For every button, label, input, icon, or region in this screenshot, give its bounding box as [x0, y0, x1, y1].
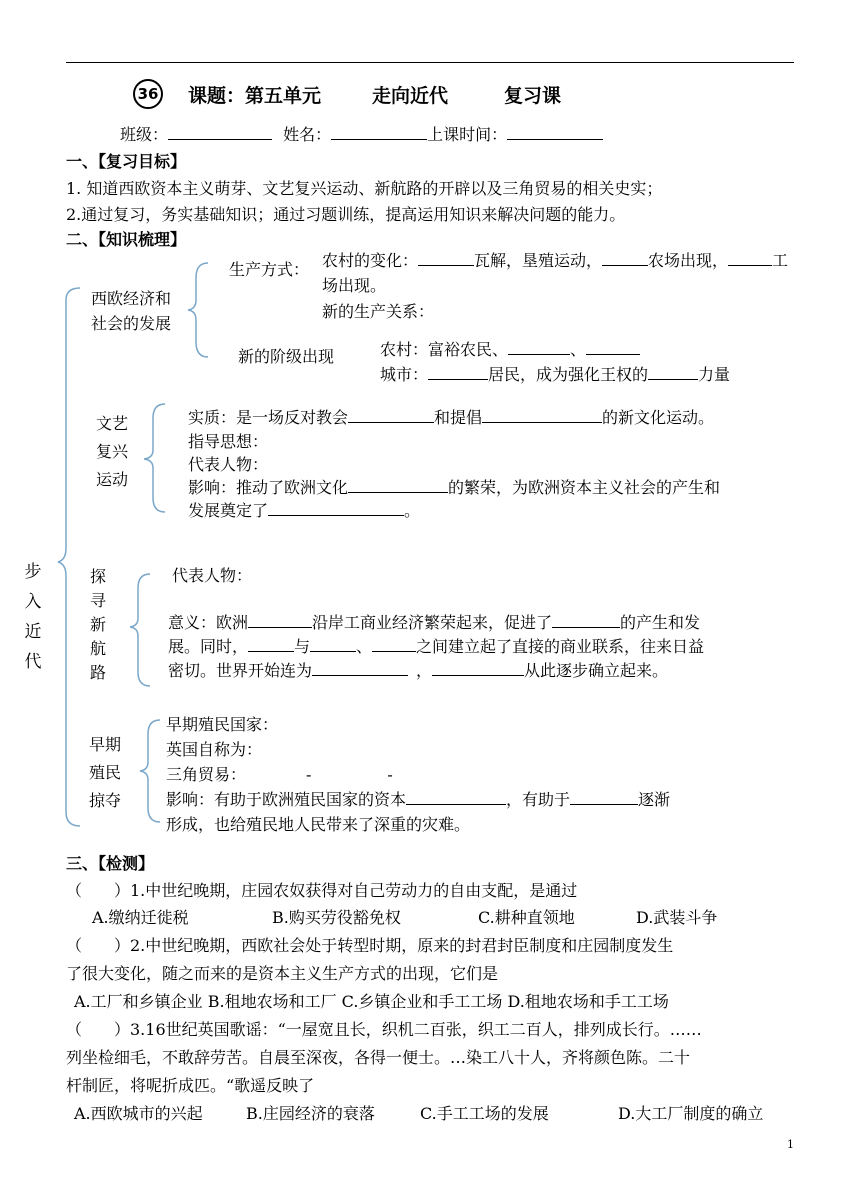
triangle-trade [166, 762, 393, 785]
colonial-countries: 早期殖民国家： [166, 715, 279, 734]
question-2-line-2: 了很大变化，随之而来的是资本主义生产方式的出现，它们是 [66, 964, 499, 983]
branch4-label [89, 731, 121, 815]
blank[interactable] [248, 637, 294, 652]
blank[interactable] [602, 251, 648, 266]
name-label: 姓名： [283, 125, 332, 144]
colonial-impact-text: 影响：有助于欧洲殖民国家的资本 [166, 790, 407, 809]
title-part-3: 复习课 [504, 85, 562, 107]
meaning-text-10: 从此逐步确立起来。 [524, 661, 669, 680]
triangle-dash-1: - [306, 765, 312, 784]
question-3-option-d[interactable]: D.大工厂制度的确立 [618, 1104, 764, 1123]
renaissance-people: 代表人物： [188, 455, 269, 474]
colonial-impact-text-3: 逐渐 [638, 790, 671, 809]
england-title: 英国自称为： [166, 740, 263, 759]
colonial-impact-text-2: ，有助于 [506, 790, 571, 809]
branch4-label-2: 殖民 [89, 763, 122, 782]
blank[interactable] [428, 365, 488, 380]
blank[interactable] [268, 501, 404, 516]
goal-2: 2.通过复习，务实基础知识；通过习题训练，提高运用知识来解决问题的能力。 [66, 205, 626, 224]
blank[interactable] [372, 637, 416, 652]
branch3-char-4: 航 [90, 639, 107, 658]
blank[interactable] [348, 478, 448, 493]
village-change-text-4: 工 [772, 251, 789, 270]
blank[interactable] [348, 408, 434, 423]
question-3-line-2: 列坐检细毛，不敢辞劳苦。自晨至深夜，各得一便士。…染工八十人，齐将颜色陈。二十 [66, 1048, 691, 1067]
blank[interactable] [586, 340, 640, 355]
village-class-line [380, 337, 640, 360]
meaning-text-3: 的产生和发 [620, 613, 701, 632]
blank[interactable] [248, 613, 312, 628]
meaning-text-2: 沿岸工商业经济繁荣起来，促进了 [312, 613, 553, 632]
root-char-3: 近 [24, 622, 42, 642]
question-2-options[interactable]: A.工厂和乡镇企业 B.租地农场和工厂 C.乡镇企业和手工工场 D.租地农场和手工工场 [74, 992, 669, 1011]
time-label: 上课时间： [427, 125, 508, 144]
branch4-label-1: 早期 [89, 735, 122, 754]
colonial-impact [166, 787, 670, 810]
question-3-line-3: 杆制匠，将呢折成匹。“歌遥反映了 [66, 1076, 315, 1095]
root-label [22, 557, 44, 677]
village-change-line-2: 场出现。 [322, 276, 387, 295]
village-change-text-3: 农场出现， [648, 251, 729, 270]
blank[interactable] [552, 613, 620, 628]
impact-text-4: 。 [404, 501, 421, 520]
village-change-text-2: 瓦解，垦殖运动， [474, 251, 603, 270]
question-1-option-a[interactable]: A.缴纳迁徙税 [92, 908, 189, 927]
section1-heading: 一、【复习目标】 [66, 152, 187, 171]
meaning-text-6: 、 [356, 637, 373, 656]
blank[interactable] [508, 340, 570, 355]
colonial-impact-2: 形成，也给殖民地人民带来了深重的灾难。 [166, 815, 471, 834]
meaning-text-9: ， [416, 661, 433, 680]
blank[interactable] [432, 661, 524, 676]
section2-heading: 二、【知识梳理】 [66, 230, 187, 249]
city-class-text: 城市： [380, 365, 429, 384]
renaissance-guide: 指导思想： [188, 432, 269, 451]
meaning-text-4: 展。同时， [168, 637, 249, 656]
city-class-text-2: 居民，成为强化王权的 [488, 365, 649, 384]
renaissance-essence [188, 405, 714, 428]
question-3-line-1: （ ）3.16世纪英国歌谣：“一屋宽且长，织机二百张，织工二百人，排列成长行。…… [66, 1020, 702, 1039]
lesson-number-badge: 36 [133, 79, 163, 109]
question-1: （ ）1.中世纪晚期，庄园农奴获得对自己劳动力的自由支配，是通过 [66, 881, 578, 900]
question-2-line-1: （ ）2.中世纪晚期，西欧社会处于转型时期，原来的封君封臣制度和庄园制度发生 [66, 936, 674, 955]
blank[interactable] [728, 251, 772, 266]
branch2-label-1: 文艺 [96, 414, 129, 433]
question-1-option-b[interactable]: B.购买劳役豁免权 [272, 908, 401, 927]
renaissance-impact [188, 475, 720, 498]
impact-text-2: 的繁荣，为欧洲资本主义社会的产生和 [448, 478, 721, 497]
production-mode-label: 生产方式： [229, 260, 310, 279]
route-people: 代表人物： [172, 566, 253, 585]
section3-heading: 三、【检测】 [66, 854, 155, 873]
blank[interactable] [570, 790, 638, 805]
question-1-option-c[interactable]: C.耕种直领地 [478, 908, 575, 927]
blank[interactable] [312, 661, 408, 676]
blank[interactable] [418, 251, 474, 266]
route-meaning-2 [168, 634, 704, 657]
city-class-line [380, 362, 730, 385]
blank[interactable] [482, 408, 602, 423]
meaning-text-7: 之间建立起了直接的商业联系，往来日益 [416, 637, 705, 656]
root-char-1: 步 [24, 562, 42, 582]
branch1-label-2: 社会的发展 [91, 314, 172, 333]
question-3-option-c[interactable]: C.手工工场的发展 [420, 1104, 549, 1123]
root-char-2: 入 [24, 592, 42, 612]
goal-1: 1. 知道西欧资本主义萌芽、文艺复兴运动、新航路的开辟以及三角贸易的相关史实； [66, 179, 663, 198]
page-number: 1 [787, 1138, 794, 1151]
route-meaning-3 [168, 658, 668, 681]
route-meaning-1 [168, 610, 700, 633]
impact-text-3: 发展奠定了 [188, 501, 269, 520]
new-relation-line: 新的生产关系： [322, 302, 435, 321]
meaning-text: 意义：欧洲 [168, 613, 249, 632]
impact-text: 影响：推动了欧洲文化 [188, 478, 349, 497]
essence-text: 实质：是一场反对教会 [188, 408, 349, 427]
title-part-1: 课题：第五单元 [188, 85, 322, 107]
village-change-line [322, 248, 788, 271]
branch3-label [90, 565, 106, 685]
title-part-2: 走向近代 [372, 85, 449, 107]
branch2-label-3: 运动 [96, 470, 129, 489]
village-class-text-2: 、 [570, 340, 587, 359]
blank[interactable] [648, 365, 698, 380]
branch3-char-2: 寻 [90, 591, 107, 610]
branch2-label-2: 复兴 [96, 442, 129, 461]
question-1-option-d[interactable]: D.武装斗争 [636, 908, 718, 927]
branch2-label [96, 410, 128, 494]
village-class-text: 农村：富裕农民、 [380, 340, 509, 359]
meaning-text-5: 与 [294, 637, 311, 656]
meaning-text-8: 密切。世界开始连为 [168, 661, 313, 680]
question-3-option-b[interactable]: B.庄园经济的衰落 [246, 1104, 375, 1123]
essence-text-2: 和提倡 [434, 408, 483, 427]
new-class-label: 新的阶级出现 [238, 347, 335, 366]
village-change-text: 农村的变化： [322, 251, 419, 270]
branch1-label-1: 西欧经济和 [91, 289, 172, 308]
triangle-dash-2: - [387, 765, 393, 784]
blank[interactable] [406, 790, 506, 805]
blank[interactable] [310, 637, 356, 652]
branch4-label-3: 掠夺 [89, 791, 122, 810]
triangle-text: 三角贸易： [166, 765, 247, 784]
question-3-option-a[interactable]: A.西欧城市的兴起 [74, 1104, 203, 1123]
city-class-text-3: 力量 [698, 365, 731, 384]
branch3-char-1: 探 [90, 567, 107, 586]
branch3-char-3: 新 [90, 615, 107, 634]
renaissance-impact-2 [188, 498, 420, 521]
class-label: 班级： [120, 125, 169, 144]
essence-text-3: 的新文化运动。 [602, 408, 715, 427]
root-char-4: 代 [24, 652, 42, 672]
branch3-char-5: 路 [90, 663, 107, 682]
